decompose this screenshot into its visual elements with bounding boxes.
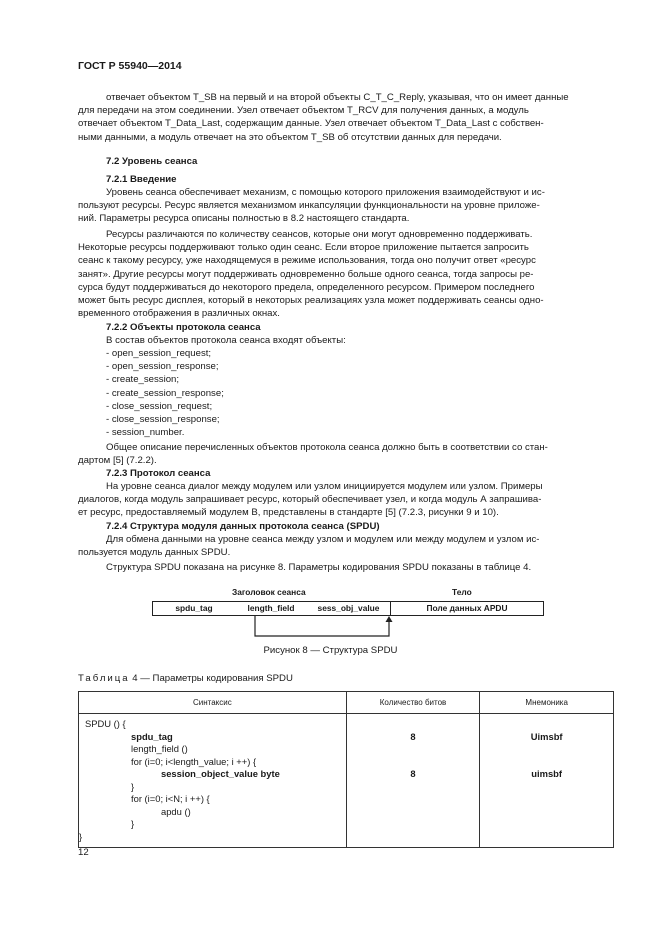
section-heading-7-2-3: 7.2.3 Протокол сеанса [106,468,211,479]
objects-list [106,347,224,439]
text-line: пользуют ресурсы. Ресурс является механизмом инкапсуляции функциональности на уровне приложе- [78,200,540,212]
paragraph-7-2-4-b: Структура SPDU показана на рисунке 8. Параметры кодирования SPDU показаны в таблице 4. [106,562,532,573]
page-number: 12 [78,847,89,858]
paragraph-7-2-2-end [78,441,614,467]
text-line: Ресурсы различаются по количеству сеансов, которые они могут одновременно поддерживать. [106,229,533,240]
section-heading-7-2-1: 7.2.1 Введение [106,174,177,185]
intro-paragraph [78,91,614,144]
list-item: - create_session; [106,374,180,386]
list-item: - open_session_response; [106,361,219,373]
table-title: Таблица 4 — Параметры кодирования SPDU [78,673,293,684]
text-line: для передачи на этом соединении. Узел отвечает объектом T_RCV для получения данных, а модуль [78,105,529,117]
text-line: занят». Другие ресурсы могут поддерживать одновременно больше одного сеанса, тогда запросы ре- [78,268,534,280]
body-label: Тело [452,587,472,597]
length-arrow [150,585,550,645]
syntax-cell: SPDU () { spdu_tag length_field () for (i=0; i<length_value; i ++) { session_object_value byte } for (i=0; i<N; i ++) { apdu () } } [79,714,347,848]
text-line: отвечает объектом T_SB на первый и на второй объекты C_T_C_Reply, указывая, что он имеет данные [106,92,569,103]
bits-cell: 8 8 [346,714,480,848]
header-syntax: Синтаксис [79,692,347,714]
text-line: временного отображения в различных окнах. [78,308,280,320]
spdu-structure-diagram [150,585,550,645]
text-line: Общее описание перечисленных объектов протокола сеанса должно быть в соответствии со стан- [106,442,548,453]
header-bits: Количество битов [346,692,480,714]
section-heading-7-2: 7.2 Уровень сеанса [106,156,198,167]
text-line: Для обмена данными на уровне сеанса между узлом и модулем или между модулем и узлом ис- [106,534,540,545]
text-line: Некоторые ресурсы поддерживают только один сеанс. Если второе приложение пытается запросить [78,242,529,254]
text-line: диалогов, когда модуль запрашивает ресурс, который обеспечивает узел, и когда модуль А запрашива- [78,494,542,506]
field-spdu-tag: spdu_tag [175,603,213,613]
list-item: - close_session_request; [106,400,213,412]
text-line: может быть ресурс дисплея, который в некоторых реализациях узла может поддерживать сеансы одно- [78,295,544,307]
list-item: - create_session_response; [106,387,224,399]
text-line: сеанс к такому ресурсу, уже находящемуся в режиме использования, тогда оно получит ответ «ресурс [78,255,536,267]
section-heading-7-2-4: 7.2.4 Структура модуля данных протокола сеанса (SPDU) [106,521,380,532]
field-length: length_field [247,603,295,613]
header-mnemonic: Мнемоника [480,692,614,714]
mnemonic-cell: Uimsbf uimsbf [480,714,614,848]
list-item: - session_number. [106,427,185,439]
text-line: отвечает объектом T_Data_Last, содержащим данные. Узел отвечает объектом T_Data_Last с собствен- [78,118,544,130]
text-line: сурса будут поддерживаться до некоторого предела, определенного ресурсом. Примером последнего [78,281,535,293]
text-line: дартом [5] (7.2.2). [78,455,157,467]
paragraph-7-2-1-b [78,228,614,320]
table-row [79,714,614,848]
paragraph-7-2-4-a [78,533,614,559]
field-apdu-data: Поле данных APDU [426,603,508,613]
figure-caption: Рисунок 8 — Структура SPDU [263,645,398,656]
field-sess-obj-value: sess_obj_value [307,602,391,615]
document-header: ГОСТ Р 55940—2014 [78,60,182,72]
table-header-row [79,692,614,714]
text-line: ний. Параметры ресурса описаны полностью в 8.2 настоящего стандарта. [78,213,410,225]
text-line: пользуется модуль данных SPDU. [78,547,231,559]
text-line: На уровне сеанса диалог между модулем или узлом инициируется модулем или узлом. Примеры [106,481,543,492]
text-line: ет ресурс, предоставляемый модулем В, представлены в стандарте [5] (7.2.3, рисунки 9 и 10). [78,507,499,519]
paragraph-7-2-2-intro: В состав объектов протокола сеанса входят объекты: [106,335,346,346]
paragraph-7-2-1-a [78,186,614,226]
text-line: ными данными, а модуль отвечает на это объектом T_SB об отсутствии данных для передачи. [78,131,502,143]
session-header-label: Заголовок сеанса [232,587,306,597]
list-item: - close_session_response; [106,413,220,425]
spdu-coding-table [78,691,614,848]
section-heading-7-2-2: 7.2.2 Объекты протокола сеанса [106,322,261,333]
paragraph-7-2-3 [78,480,614,520]
list-item: - open_session_request; [106,348,212,359]
text-line: Уровень сеанса обеспечивает механизм, с помощью которого приложения взаимодействуют и ис- [106,187,545,198]
